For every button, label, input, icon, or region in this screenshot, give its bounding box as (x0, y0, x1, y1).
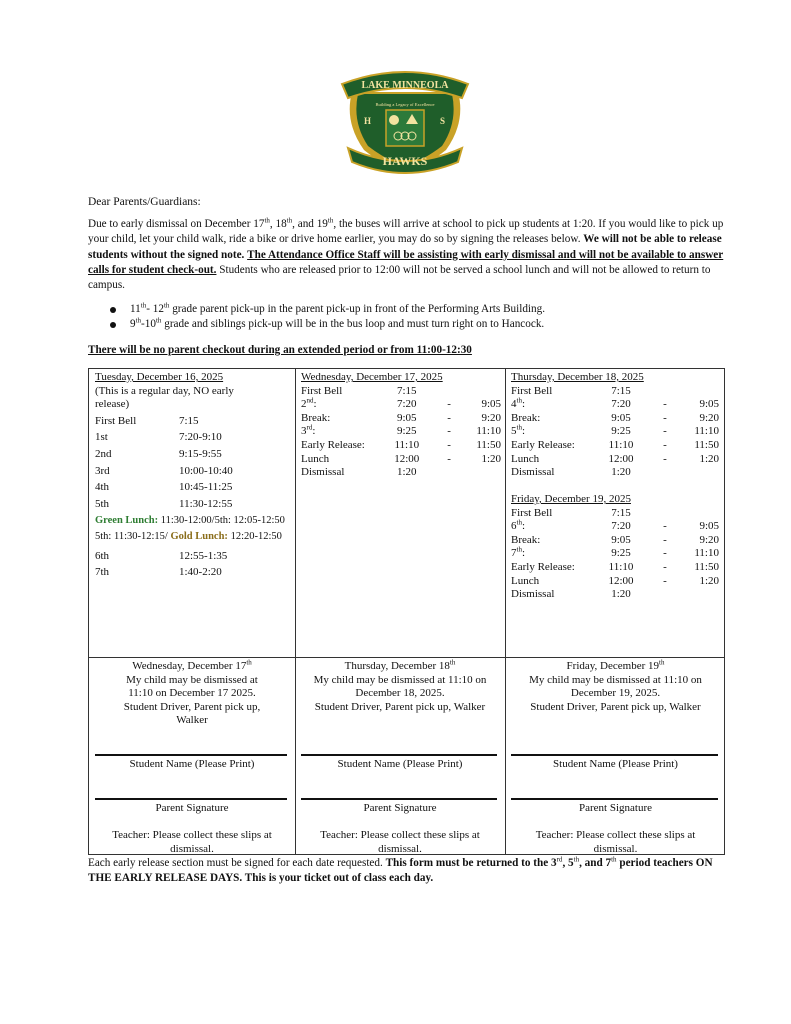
start-time: 7:15 (396, 384, 417, 397)
period-label: Dismissal (511, 588, 555, 601)
end-time: 11:10 (476, 425, 501, 438)
period-label: Break: (511, 411, 541, 424)
end-time: 11:50 (476, 438, 501, 451)
end-time: 9:05 (699, 520, 719, 533)
end-time: 9:20 (481, 411, 501, 424)
teacher-note: Teacher: Please collect these slips at dismissal. (535, 829, 696, 855)
schedule-row (301, 412, 501, 426)
pickup-list (108, 302, 708, 332)
student-name-label: Student Name (Please Print) (129, 758, 255, 770)
student-name-label: Student Name (Please Print) (337, 758, 463, 770)
start-time: 9:25 (396, 425, 417, 438)
start-time: 12:00 (608, 574, 634, 587)
thursday-heading: Thursday, December 18, 2025 (511, 371, 644, 383)
period-label: Break: (511, 533, 541, 546)
parent-signature-label: Parent Signature (363, 802, 437, 814)
period-label: Lunch (301, 452, 330, 465)
start-time: 1:20 (611, 588, 631, 601)
intro-paragraph: Due to early dismissal on December 17th, 18th, and 19th, the buses will arrive at school to pick up students at 1:20. If you would like to pick up your child, let your child walk, ride a bike or drive home earlier, you may do so by signing the releases below. We will not be able to release students without the signed note. The Attendance Office Staff will be assisting with early dismissal and will not be available to answer calls for student check-out. Students who are released prior to 12:00 will not be served a school lunch and will not be allowed to return to campus. (88, 216, 724, 292)
start-time: 7:20 (396, 398, 417, 411)
period-label: Early Release: (301, 438, 365, 451)
student-name-line[interactable] (511, 754, 718, 756)
schedule-row (511, 547, 721, 561)
end-time: 9:05 (481, 398, 501, 411)
period-label: 4th: (511, 396, 526, 411)
end-time: 11:10 (694, 547, 719, 560)
dash (645, 466, 685, 480)
dash: - (447, 452, 451, 465)
dash: - (447, 438, 451, 451)
wednesday-schedule (301, 371, 501, 480)
slip-text: Student Driver, Parent pick up, Walker (530, 700, 701, 713)
start-time: 1:20 (611, 466, 631, 479)
schedule-row (511, 385, 721, 399)
dash: - (447, 425, 451, 438)
period-label: Dismissal (511, 466, 555, 479)
schedule-row (511, 588, 721, 602)
dash (430, 466, 468, 480)
crest-letter-right: S (440, 116, 446, 126)
tuesday-note: (This is a regular day, NO early release) (95, 384, 234, 411)
schedule-table (88, 368, 725, 855)
period-label: First Bell (301, 384, 343, 397)
schedule-row (511, 439, 721, 453)
schedule-row (511, 398, 721, 412)
end-time: 1:20 (699, 574, 719, 587)
tuesday-schedule (95, 371, 291, 580)
crest-top-text: LAKE MINNEOLA (361, 80, 449, 91)
period-time: 10:45-11:25 (179, 481, 233, 494)
start-time: 9:05 (396, 411, 417, 424)
list-item: 11th- 12th grade parent pick-up in the parent pick-up in front of the Performing Arts Building. (108, 302, 708, 317)
schedule-row (511, 561, 721, 575)
friday-schedule (511, 493, 721, 602)
period-time: 11:30-12:55 (179, 497, 233, 510)
end-time (468, 466, 501, 480)
checkout-notice: There will be no parent checkout during an extended period or from 11:00-12:30 (88, 344, 472, 356)
schedule-row (511, 534, 721, 548)
slip-text: Student Driver, Parent pick up, (123, 700, 261, 713)
schedule-row (95, 498, 291, 512)
gold-lunch-line: 5th: 11:30-12:15/ Gold Lunch: 12:20-12:50 (95, 530, 282, 542)
student-name-label: Student Name (Please Print) (553, 758, 678, 770)
schedule-row (95, 566, 291, 580)
start-time: 11:10 (608, 560, 634, 573)
period-label: Dismissal (301, 466, 345, 479)
period-label: 3rd: (301, 423, 316, 438)
slip-text: December 19, 2025. (570, 687, 661, 700)
period-label: 7th: (511, 545, 526, 560)
start-time: 9:25 (611, 425, 631, 438)
period-label: 2nd: (301, 396, 317, 411)
end-time: 1:20 (481, 452, 501, 465)
start-time: 9:25 (611, 547, 631, 560)
slip-text: 11:10 on December 17 2025. (128, 687, 256, 700)
dash: - (447, 411, 451, 424)
slip-text: Walker (176, 714, 208, 727)
end-time: 11:50 (694, 560, 719, 573)
parent-signature-line[interactable] (95, 798, 287, 800)
dash: - (663, 438, 667, 451)
start-time: 7:20 (611, 398, 631, 411)
end-time: 11:10 (694, 425, 719, 438)
end-time (468, 385, 501, 399)
intro-bold-warning: We will not be able to release students without the signed note. (88, 233, 722, 261)
end-time: 9:20 (699, 411, 719, 424)
dash: - (663, 398, 667, 411)
slip-day: Wednesday, December 17th (132, 658, 252, 672)
end-time (685, 466, 719, 480)
intro-attendance-notice: The Attendance Office Staff will be assisting with early dismissal and will not be available to answer calls for student check-out. (88, 248, 724, 276)
end-time: 11:50 (694, 438, 719, 451)
start-time: 7:20 (611, 520, 631, 533)
parent-signature-label: Parent Signature (578, 802, 652, 814)
slip-day: Friday, December 19th (566, 658, 665, 672)
friday-heading: Friday, December 19, 2025 (511, 493, 631, 505)
schedule-row (95, 415, 291, 429)
period-time: 1:40-2:20 (179, 566, 222, 579)
schedule-row (301, 385, 501, 399)
end-time: 9:05 (699, 398, 719, 411)
period-label: 5th (95, 497, 110, 510)
dash (645, 588, 685, 602)
tuesday-heading: Tuesday, December 16, 2025 (95, 371, 224, 383)
end-time: 9:20 (699, 533, 719, 546)
end-time: 1:20 (699, 452, 719, 465)
schedule-row (301, 425, 501, 439)
schedule-row (511, 466, 721, 480)
slip-text: My child may be dismissed at 11:10 on (313, 673, 487, 686)
start-time: 11:10 (394, 438, 420, 451)
period-label: Lunch (511, 452, 540, 465)
period-time: 12:55-1:35 (179, 549, 228, 562)
end-time (685, 588, 719, 602)
period-time: 9:15-9:55 (179, 447, 222, 460)
period-label: Break: (301, 411, 331, 424)
schedule-row (511, 425, 721, 439)
release-slip (299, 660, 501, 714)
period-label: First Bell (95, 414, 137, 427)
slip-text: Student Driver, Parent pick up, Walker (314, 700, 486, 713)
teacher-note: Teacher: Please collect these slips at dismissal. (320, 829, 480, 855)
period-label: Lunch (511, 574, 540, 587)
period-label: 7th (95, 566, 110, 579)
school-crest-logo (334, 62, 476, 174)
schedule-row (301, 453, 501, 467)
start-time: 9:05 (611, 533, 631, 546)
start-time: 9:05 (611, 411, 631, 424)
period-label: 4th (95, 481, 110, 494)
period-label: 5th: (511, 423, 526, 438)
dash: - (663, 425, 667, 438)
schedule-row (511, 520, 721, 534)
period-label: Early Release: (511, 438, 575, 451)
schedule-row (511, 412, 721, 426)
schedule-row (301, 466, 501, 480)
end-time (685, 385, 719, 399)
period-label: 6th (95, 549, 110, 562)
parent-signature-label: Parent Signature (155, 802, 229, 814)
schedule-row (95, 550, 291, 564)
period-label: First Bell (511, 384, 553, 397)
schedule-row (511, 575, 721, 589)
period-time: 7:15 (179, 414, 199, 427)
parent-signature-line[interactable] (511, 798, 718, 800)
release-slip (509, 660, 722, 714)
schedule-row (95, 431, 291, 445)
dash: - (663, 411, 667, 424)
dash: - (663, 520, 667, 533)
crest-motto: Building a Legacy of Excellence (375, 102, 435, 107)
start-time: 11:10 (608, 438, 634, 451)
schedule-row (95, 465, 291, 479)
start-time: 1:20 (396, 466, 417, 479)
dash: - (663, 452, 667, 465)
period-label: Early Release: (511, 560, 575, 573)
schedule-row (301, 439, 501, 453)
period-label: 6th: (511, 518, 526, 533)
period-time: 7:20-9:10 (179, 431, 222, 444)
period-label: 2nd (95, 447, 112, 460)
schedule-row (95, 481, 291, 495)
period-label: 1st (95, 431, 108, 444)
schedule-row (301, 398, 501, 412)
start-time: 7:15 (611, 506, 631, 519)
crest-bottom-text: HAWKS (382, 154, 428, 168)
footer-instructions: Each early release section must be signed for each date requested. This form must be returned to the 3rd, 5th, and 7th period teachers ON THE EARLY RELEASE DAYS. This is your ticket out of class each day. (88, 855, 713, 885)
salutation: Dear Parents/Guardians: (88, 196, 201, 208)
schedule-row (95, 448, 291, 462)
student-name-line[interactable] (95, 754, 287, 756)
dash (645, 385, 685, 399)
start-time: 7:15 (611, 384, 631, 397)
wednesday-heading: Wednesday, December 17, 2025 (301, 371, 443, 383)
dash: - (447, 398, 451, 411)
start-time: 12:00 (394, 452, 420, 465)
dash: - (663, 547, 667, 560)
green-lunch-line: Green Lunch: 11:30-12:00/5th: 12:05-12:50 (95, 515, 285, 527)
teacher-note: Teacher: Please collect these slips at dismissal. (112, 829, 272, 855)
dash: - (663, 560, 667, 573)
period-label: First Bell (511, 506, 553, 519)
slip-text: My child may be dismissed at 11:10 on (529, 673, 702, 686)
release-slip (93, 660, 291, 728)
parent-signature-line[interactable] (301, 798, 497, 800)
list-item: 9th-10th grade and siblings pick-up will be in the bus loop and must turn right on to Hancock. (108, 317, 708, 332)
student-name-line[interactable] (301, 754, 497, 756)
slip-text: December 18, 2025. (355, 687, 445, 700)
slip-day: Thursday, December 18th (344, 658, 456, 672)
slip-text: My child may be dismissed at (126, 673, 258, 686)
dash: - (663, 574, 667, 587)
schedule-row (511, 453, 721, 467)
end-time (685, 507, 719, 521)
dash (645, 507, 685, 521)
crest-letter-left: H (364, 116, 372, 126)
period-label: 3rd (95, 464, 110, 477)
period-time: 10:00-10:40 (179, 464, 233, 477)
start-time: 12:00 (608, 452, 634, 465)
dash: - (663, 533, 667, 546)
dash (430, 385, 468, 399)
schedule-row (511, 507, 721, 521)
thursday-schedule (511, 371, 721, 480)
